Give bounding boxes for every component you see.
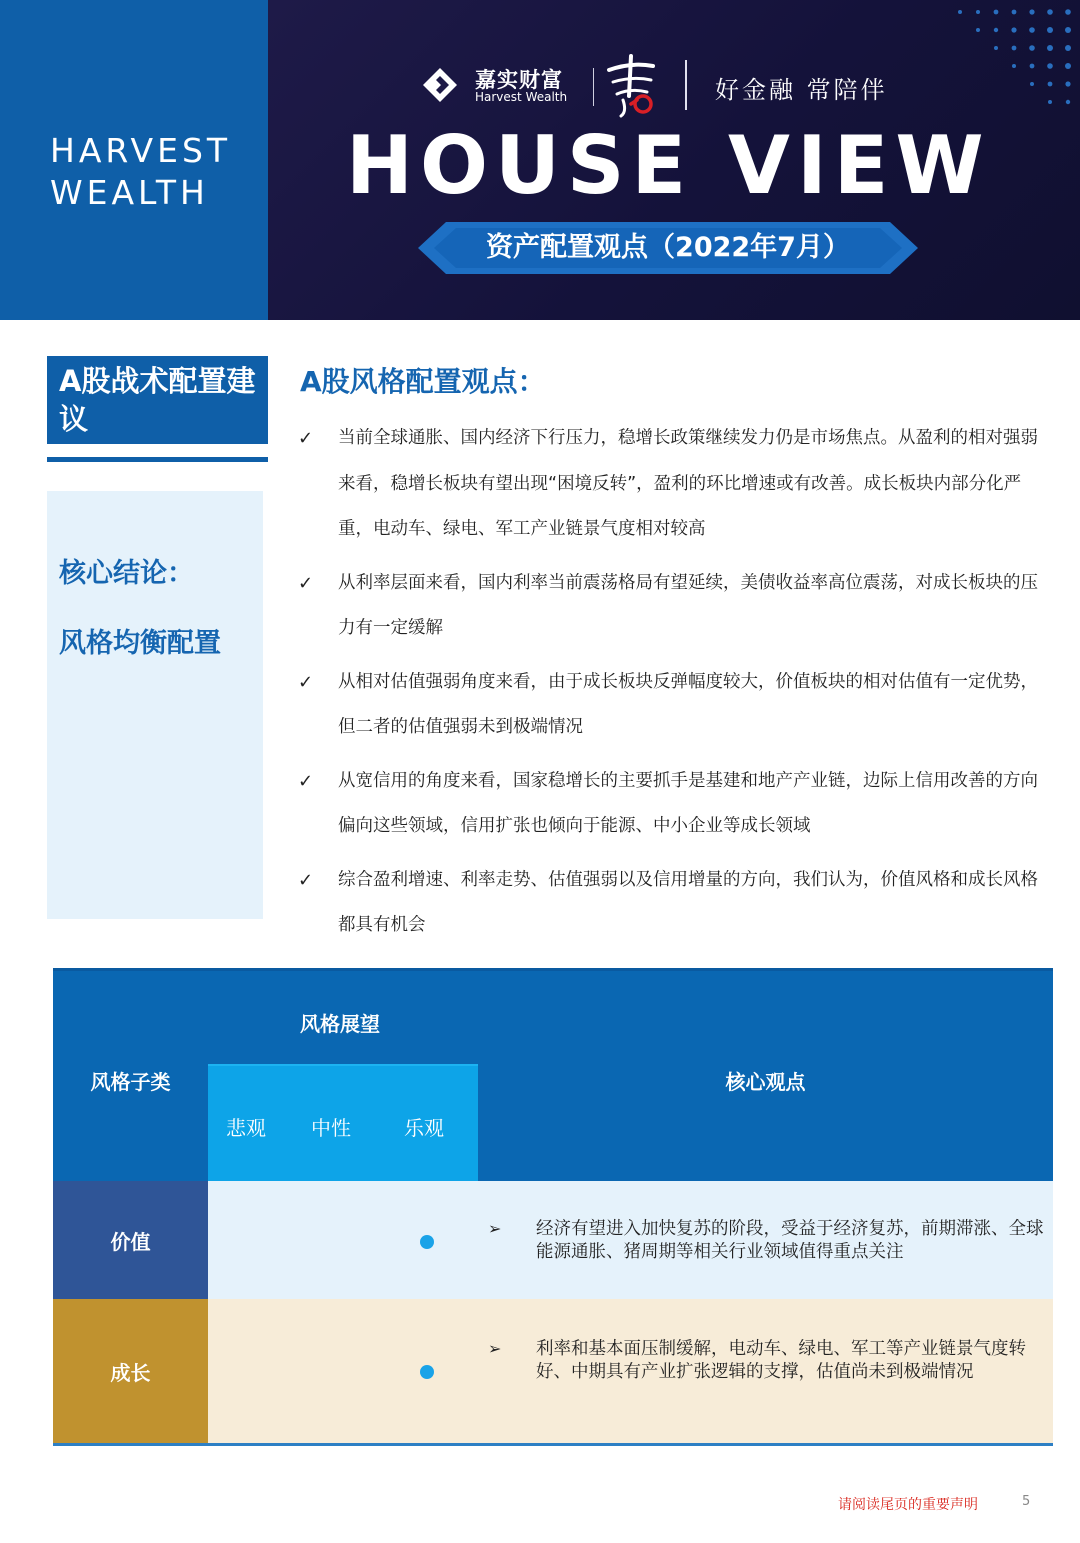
bullet-text: 综合盈利增速、利率走势、估值强弱以及信用增量的方向，我们认为，价值风格和成长风格都具有机会 bbox=[338, 869, 1038, 935]
arrow-bullet-icon: ➢ bbox=[488, 1219, 502, 1238]
section-tag-label: A股战术配置建议 bbox=[59, 364, 256, 436]
calligraphy-mark-icon bbox=[601, 52, 661, 118]
row-core-cell bbox=[478, 1299, 1053, 1443]
arrow-bullet-icon: ➢ bbox=[488, 1339, 502, 1358]
table-bottom-rule bbox=[53, 1443, 1053, 1446]
list-item bbox=[298, 561, 1048, 652]
row-outlook-cell bbox=[208, 1299, 478, 1443]
checkmark-icon: ✓ bbox=[298, 671, 314, 693]
list-item bbox=[298, 759, 1048, 850]
scale-neutral: 中性 bbox=[311, 1116, 351, 1140]
conclusion-value: 风格均衡配置 bbox=[59, 628, 221, 659]
row-label: 价值 bbox=[53, 1181, 208, 1299]
brand-line-2: WEALTH bbox=[50, 173, 209, 212]
header-banner bbox=[268, 0, 1080, 320]
checkmark-icon: ✓ bbox=[298, 770, 314, 792]
bullet-text: 当前全球通胀、国内经济下行压力，稳增长政策继续发力仍是市场焦点。从盈利的相对强弱来看，稳增长板块有望出现“困境反转”，盈利的环比增速或有改善。成长板块内部分化严重，电动车、绿电、军工产业链景气度相对较高 bbox=[338, 428, 1038, 539]
header-brand-panel bbox=[0, 0, 268, 320]
header-outlook: 风格展望 bbox=[300, 1012, 380, 1036]
conclusion-label: 核心结论： bbox=[59, 558, 194, 589]
header-core-view: 核心观点 bbox=[725, 1070, 806, 1094]
slogan-divider bbox=[685, 60, 687, 110]
style-outlook-table bbox=[53, 968, 1053, 1446]
table-header bbox=[53, 968, 1053, 1181]
logo-row bbox=[423, 50, 1043, 120]
bullet-text: 从宽信用的角度来看，国家稳增长的主要抓手是基建和地产产业链，边际上信用改善的方向偏向这些领域，信用扩张也倾向于能源、中小企业等成长领域 bbox=[338, 770, 1038, 836]
subtitle-ribbon bbox=[418, 222, 918, 274]
brand-line-1: HARVEST bbox=[50, 131, 232, 170]
checkmark-icon: ✓ bbox=[298, 869, 314, 891]
list-item bbox=[298, 416, 1048, 553]
outlook-dot bbox=[420, 1365, 434, 1379]
row-label: 成长 bbox=[53, 1299, 208, 1443]
logo-english-name: Harvest Wealth bbox=[475, 90, 568, 104]
subtitle: 资产配置观点（2022年7月） bbox=[486, 232, 850, 263]
checkmark-icon: ✓ bbox=[298, 572, 314, 594]
disclaimer-note: 请阅读尾页的重要声明 bbox=[838, 1497, 978, 1513]
list-item bbox=[298, 660, 1048, 751]
section-tag-underline bbox=[47, 457, 268, 462]
bullet-list bbox=[298, 416, 1048, 957]
row-core-text: 经济有望进入加快复苏的阶段，受益于经济复苏，前期滞涨、全球能源通胀、猪周期等相关行业领域值得重点关注 bbox=[536, 1219, 1044, 1262]
section-tag bbox=[47, 356, 268, 444]
scale-optimistic: 乐观 bbox=[404, 1116, 444, 1140]
conclusion-panel bbox=[47, 491, 263, 919]
list-item bbox=[298, 858, 1048, 949]
header-subclass: 风格子类 bbox=[90, 1070, 171, 1094]
slogan: 好金融 常陪伴 bbox=[715, 76, 888, 104]
outlook-dot bbox=[420, 1235, 434, 1249]
logo-chinese-name: 嘉实财富 bbox=[475, 68, 563, 92]
section-title: A股风格配置观点： bbox=[300, 365, 546, 398]
page-title: HOUSE VIEW bbox=[346, 119, 991, 212]
row-core-text: 利率和基本面压制缓解，电动车、绿电、军工等产业链景气度转好、中期具有产业扩张逻辑的支撑，估值尚未到极端情况 bbox=[536, 1339, 1026, 1382]
outlook-scale-header bbox=[208, 1064, 478, 1184]
bullet-text: 从相对估值强弱角度来看，由于成长板块反弹幅度较大，价值板块的相对估值有一定优势，但二者的估值强弱未到极端情况 bbox=[338, 671, 1038, 737]
page-number: 5 bbox=[1022, 1494, 1031, 1509]
table-row bbox=[53, 1299, 1053, 1443]
harvest-logo-icon bbox=[423, 68, 457, 102]
logo-divider bbox=[593, 68, 594, 106]
bullet-text: 从利率层面来看，国内利率当前震荡格局有望延续，美债收益率高位震荡，对成长板块的压力有一定缓解 bbox=[338, 572, 1038, 638]
page-header bbox=[0, 0, 1080, 320]
scale-pessimistic: 悲观 bbox=[226, 1116, 266, 1140]
checkmark-icon: ✓ bbox=[298, 428, 314, 449]
row-outlook-cell bbox=[208, 1181, 478, 1299]
table-row bbox=[53, 1181, 1053, 1299]
brand-wordmark bbox=[50, 130, 231, 214]
row-core-cell bbox=[478, 1181, 1053, 1299]
